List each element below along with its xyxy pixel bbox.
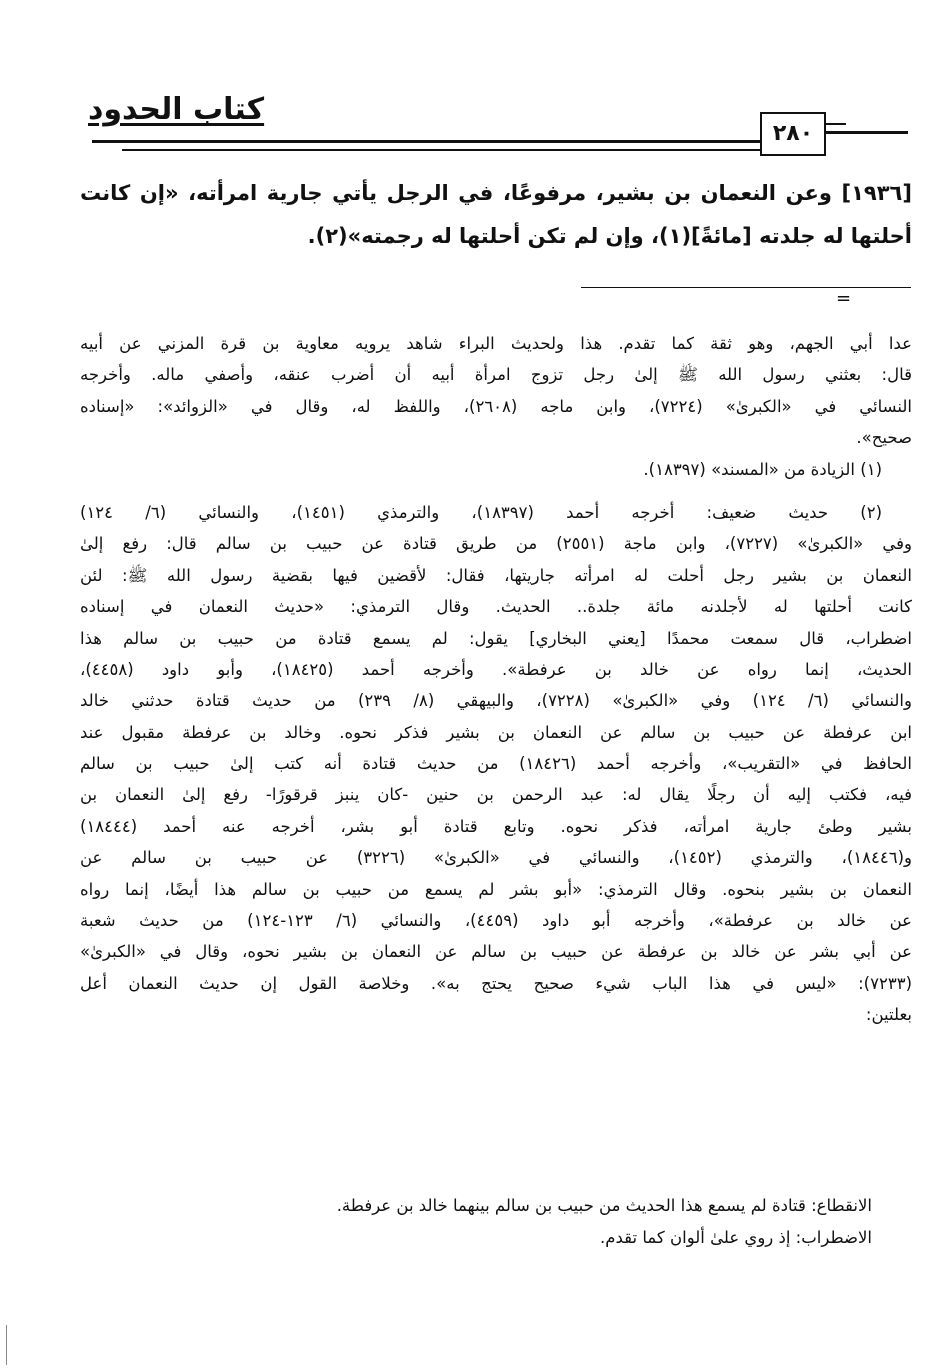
scan-edge-mark <box>6 1325 7 1365</box>
footnote-line: النسائي في «الكبرىٰ» (٧٢٢٤)، وابن ماجه (٢٦٠٨)، واللفظ له، وقال في «الزوائد»: «إسناده <box>80 396 912 416</box>
footnote-2-line: النعمان بن بشير بنحوه. وقال الترمذي: «أبو بشر لم يسمع من حبيب بن سالم هذا أيضًا، إنما رواه <box>80 879 912 899</box>
footnote-line: صحيح». <box>856 428 912 448</box>
footnote-2-line: و(١٨٤٤٦)، والترمذي (١٤٥٢)، والنسائي في «الكبرىٰ» (٣٢٢٦) عن حبيب بن سالم عن <box>80 848 912 868</box>
footnote-2-line: (٧٢٣٣): «ليس في هذا الباب شيء صحيح يحتج به». وخلاصة القول إن حديث النعمان أعل <box>80 973 912 993</box>
defect-item: الانقطاع: قتادة لم يسمع هذا الحديث من حبيب بن سالم بينهما خالد بن عرفطة. <box>336 1196 872 1215</box>
hadith-text <box>80 172 912 258</box>
continuation-mark: = <box>836 288 852 309</box>
defect-item: الاضطراب: إذ روي علىٰ ألوان كما تقدم. <box>600 1228 872 1247</box>
book-title: كتاب الحدود <box>88 92 265 127</box>
footnote-line: عدا أبي الجهم، وهو ثقة كما تقدم. هذا ولحديث البراء شاهد يرويه معاوية بن قرة المزني عن أبيه <box>80 334 912 353</box>
footnote-2-line: بشير وطئ جارية امرأته، فذكر نحوه. وتابع قتادة أبو بشر، أخرجه عنه أحمد (١٨٤٤٤) <box>80 816 912 836</box>
footnotes <box>80 328 912 1031</box>
hadith-line: أحلتها له جلدته [مائةً](١)، وإن لم تكن أحلتها له رجمته»(٢). <box>307 224 912 248</box>
footnote-2-line: الحافظ في «التقريب»، وأخرجه أحمد (١٨٤٢٦) من حديث قتادة أنه كتب إلىٰ حبيب بن سالم <box>80 754 912 774</box>
hadith-line: [١٩٣٦] وعن النعمان بن بشير، مرفوعًا، في الرجل يأتي جارية امرأته، «إن كانت <box>80 181 912 205</box>
header-rule-right-upper <box>826 123 846 125</box>
footnote-2-line: بعلتين: <box>865 1005 912 1025</box>
footnote-2-line: اضطراب، قال سمعت محمدًا [يعني البخاري] يقول: لم يسمع قتادة من حبيب بن سالم هذا <box>80 628 912 648</box>
footnote-separator <box>581 287 911 288</box>
page-number: ٢٨٠ <box>760 112 826 156</box>
footnote-2-line: فيه، فكتب إليه أن رجلًا يقال له: عبد الرحمن بن حنين -كان ينبز قرقورًا- رفع إلىٰ النعمان بن <box>80 785 912 805</box>
footnote-2-line: النعمان بن بشير رجل أحلت له امرأته جاريتها، فقال: لأقضين فيها بقضية رسول الله ﷺ: لئن <box>80 565 912 585</box>
footnote-1: (١) الزيادة من «المسند» (١٨٣٩٧). <box>643 459 882 479</box>
footnote-2-line: عن أبي بشر عن خالد بن عرفطة عن حبيب بن سالم عن النعمان بن بشير نحوه، وقال في «الكبرىٰ» <box>80 942 912 962</box>
header-rule-right <box>826 131 908 134</box>
footnote-2-line: عن خالد بن عرفطة»، وأخرجه أبو داود (٤٤٥٩)، والنسائي (٦/ ١٢٣-١٢٤) من حديث شعبة <box>80 911 912 931</box>
footnote-2-line: كانت أحلتها له لأجلدنه مائة جلدة.. الحديث. وقال الترمذي: «حديث النعمان في إسناده <box>80 597 912 617</box>
footnote-line: قال: بعثني رسول الله ﷺ إلىٰ رجل تزوج امرأة أبيه أن أضرب عنقه، وأصفي ماله. وأخرجه <box>80 365 912 385</box>
footnote-2-line: وفي «الكبرىٰ» (٧٢٢٧)، وابن ماجة (٢٥٥١) من طريق قتادة عن حبيب بن سالم قال: رفع إلىٰ <box>80 534 912 554</box>
header-rule-secondary <box>122 149 826 151</box>
footnote-2-line: والنسائي (٦/ ١٢٤) وفي «الكبرىٰ» (٧٢٢٨)، والبيهقي (٨/ ٢٣٩) من حديث قتادة حدثني خالد <box>80 691 912 711</box>
header-rule <box>92 140 826 143</box>
spacer <box>80 485 912 497</box>
footnote-2-line: ابن عرفطة عن حبيب بن سالم عن النعمان بن بشير فذكر نحوه. وخالد بن عرفطة مقبول عند <box>80 722 912 742</box>
footnote-2-line: (٢) حديث ضعيف: أخرجه أحمد (١٨٣٩٧)، والترمذي (١٤٥١)، والنسائي (٦/ ١٢٤) <box>80 502 882 522</box>
footnote-2-line: الحديث، إنما رواه عن خالد بن عرفطة». وأخرجه أحمد (١٨٤٢٥)، وأبو داود (٤٤٥٨)، <box>80 659 912 679</box>
defects-list <box>80 1190 912 1254</box>
